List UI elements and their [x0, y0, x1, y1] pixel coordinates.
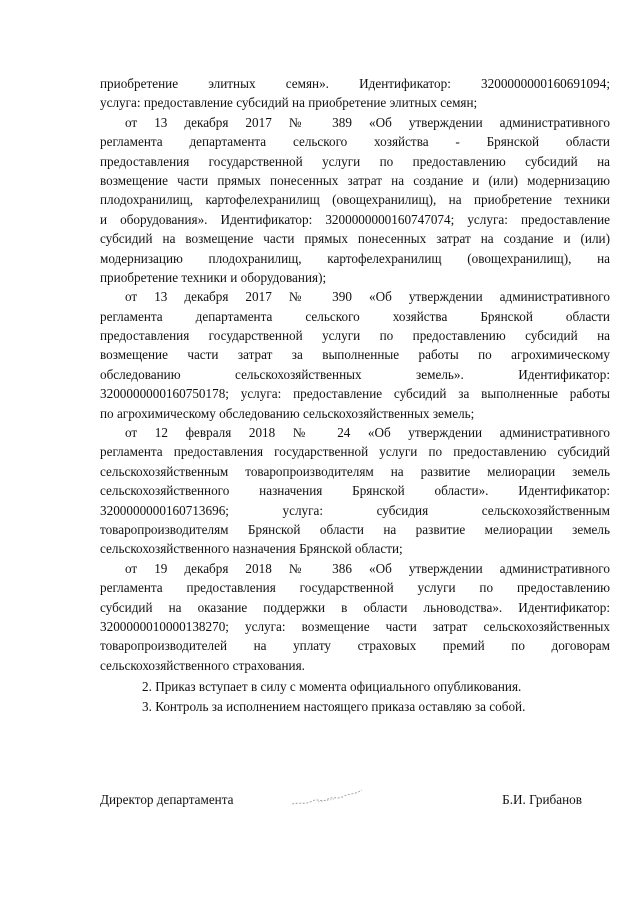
text-line: приобретение техники и оборудования); [100, 269, 327, 285]
text-line: от 12 февраля 2018 № 24 «Об утверждении административного [125, 425, 610, 441]
text-line: регламента предоставления государственной услуги по предоставлению субсидий [100, 444, 610, 460]
signatory-name: Б.И. Грибанов [502, 792, 582, 807]
text-line: от 13 декабря 2017 № 389 «Об утверждении административного [125, 114, 610, 130]
text-line: сельскохозяйственного назначения Брянской области; [100, 541, 403, 557]
text-line: плодохранилищ, картофелехранилищ (овощехранилищ), на приобретение техники [100, 192, 610, 208]
text-line: 3200000000160750178; услуга: предоставление субсидий за выполненные работы [100, 386, 610, 402]
text-line: модернизацию плодохранилищ, картофелехранилищ (овощехранилищ), на [100, 250, 610, 266]
text-line: сельскохозяйственным товаропроизводителям на развитие мелиорации земель [100, 463, 610, 479]
signatory-title: Директор департамента [100, 792, 234, 807]
text-line: товаропроизводителей на уплату страховых премий по договорам [100, 638, 610, 654]
text-line: и оборудования». Идентификатор: 3200000000160747074; услуга: предоставление [100, 211, 610, 227]
text-line: обследованию сельскохозяйственных земель». Идентификатор: [100, 366, 610, 382]
text-line: товаропроизводителям Брянской области на развитие мелиорации земель [100, 521, 610, 537]
text-line: возмещение части прямых понесенных затрат на создание и (или) модернизацию [100, 172, 610, 188]
text-line: от 19 декабря 2018 № 386 «Об утверждении административного [125, 560, 610, 576]
text-line: регламента департамента сельского хозяйства - Брянской области [100, 134, 610, 150]
numbered-item: 3. Контроль за исполнением настоящего приказа оставляю за собой. [142, 698, 526, 714]
text-line: по агрохимическому обследованию сельскохозяйственных земель; [100, 405, 475, 421]
document-body [100, 74, 610, 716]
text-line: регламента департамента сельского хозяйства Брянской области [100, 308, 610, 324]
text-line: 3200000010000138270; услуга: возмещение части затрат сельскохозяйственных [100, 618, 610, 634]
text-line: предоставления государственной услуги по предоставлению субсидий на [100, 328, 610, 344]
text-line: регламента предоставления государственной услуги по предоставлению [100, 580, 610, 596]
handwritten-signature [288, 784, 366, 810]
text-line: субсидий на оказание поддержки в области льноводства». Идентификатор: [100, 599, 610, 615]
text-line: услуга: предоставление субсидий на приобретение элитных семян; [100, 95, 478, 111]
text-line: сельскохозяйственного назначения Брянской области». Идентификатор: [100, 483, 610, 499]
text-line: предоставления государственной услуги по предоставлению субсидий на [100, 153, 610, 169]
text-line: сельскохозяйственного страхования. [100, 657, 305, 673]
text-line: субсидий на возмещение части прямых понесенных затрат на создание и (или) [100, 231, 610, 247]
text-line: от 13 декабря 2017 № 390 «Об утверждении административного [125, 289, 610, 305]
text-line: возмещение части затрат за выполненные работы по агрохимическому [100, 347, 610, 363]
signature-block [100, 792, 610, 816]
numbered-item: 2. Приказ вступает в силу с момента официального опубликования. [142, 679, 522, 695]
text-line: 3200000000160713696; услуга: субсидия сельскохозяйственным [100, 502, 610, 518]
text-line: приобретение элитных семян». Идентификатор: 3200000000160691094; [100, 76, 610, 91]
